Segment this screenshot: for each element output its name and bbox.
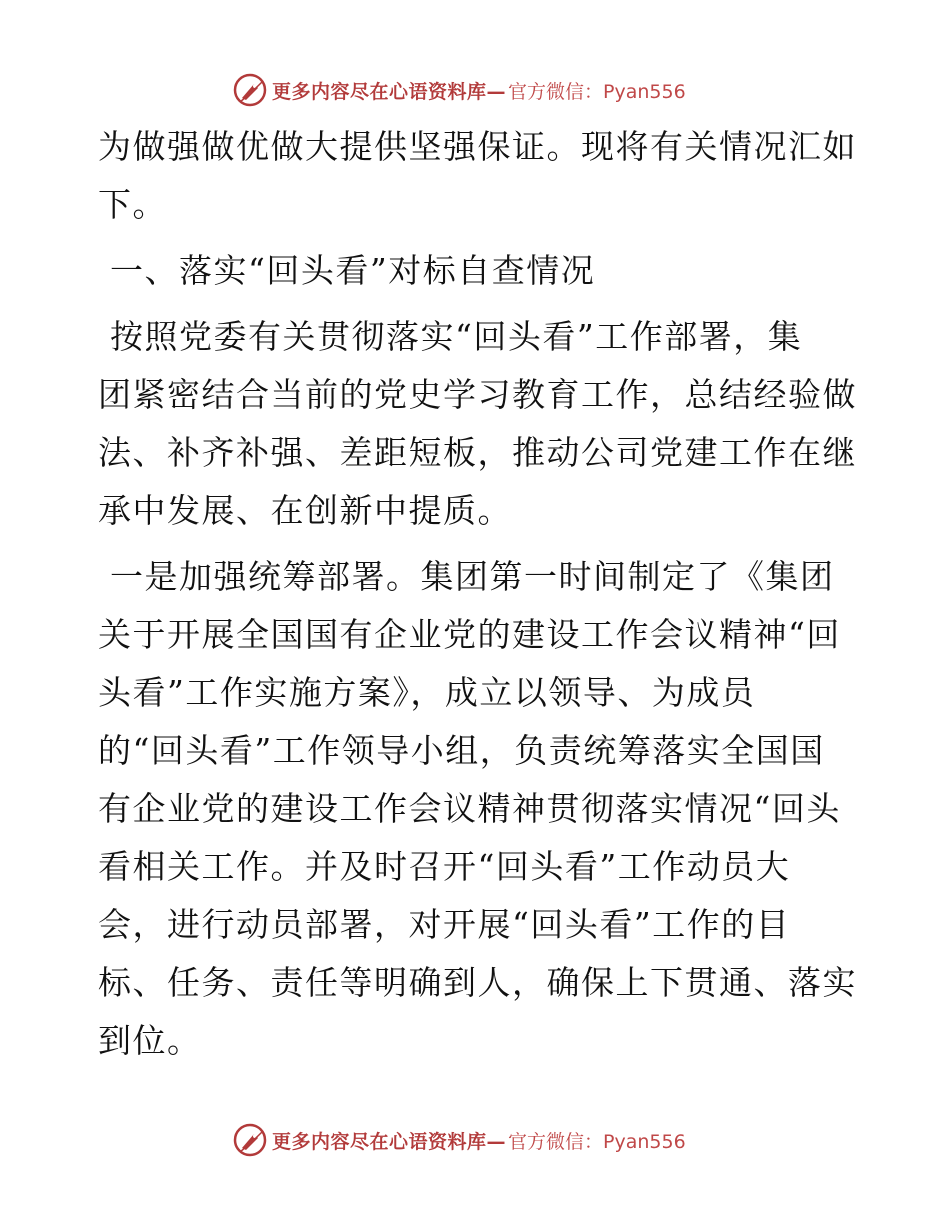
body-line: 的“回头看”工作领导小组，负责统筹落实全国国	[98, 731, 825, 770]
watermark-text: 更多内容尽在心语资料库—	[272, 80, 507, 103]
footer-watermark	[232, 1122, 686, 1158]
watermark-text: 更多内容尽在心语资料库—	[272, 1130, 507, 1153]
body-line: 到位。	[98, 1021, 202, 1060]
body-line: 会，进行动员部署，对开展“回头看”工作的目	[98, 905, 791, 944]
body-line: 一是加强统筹部署。集团第一时间制定了《集团	[110, 557, 835, 596]
body-line: 关于开展全国国有企业党的建设工作会议精神“回	[98, 615, 841, 654]
body-line: 标、任务、责任等明确到人，确保上下贯通、落实	[98, 963, 857, 1002]
body-line: 下。	[98, 185, 167, 224]
document-body	[98, 118, 858, 1070]
pen-nib-logo-icon	[232, 72, 268, 108]
watermark-wechat: 官方微信：Pyan556	[508, 1130, 686, 1153]
body-line: 团紧密结合当前的党史学习教育工作，总结经验做	[98, 375, 857, 414]
body-line: 法、补齐补强、差距短板，推动公司党建工作在继	[98, 433, 857, 472]
body-line: 头看”工作实施方案》，成立以领导、为成员	[98, 673, 756, 712]
section-heading: 一、落实“回头看”对标自查情况	[110, 251, 596, 290]
body-line: 有企业党的建设工作会议精神贯彻落实情况“回头	[98, 789, 841, 828]
body-line: 看相关工作。并及时召开“回头看”工作动员大	[98, 847, 791, 886]
body-line: 为做强做优做大提供坚强保证。现将有关情况汇如	[98, 127, 857, 166]
body-line: 按照党委有关贯彻落实“回头看”工作部署，集	[110, 317, 803, 356]
header-watermark	[232, 72, 686, 108]
watermark-wechat: 官方微信：Pyan556	[508, 80, 686, 103]
pen-nib-logo-icon	[232, 1122, 268, 1158]
body-line: 承中发展、在创新中提质。	[98, 491, 512, 530]
